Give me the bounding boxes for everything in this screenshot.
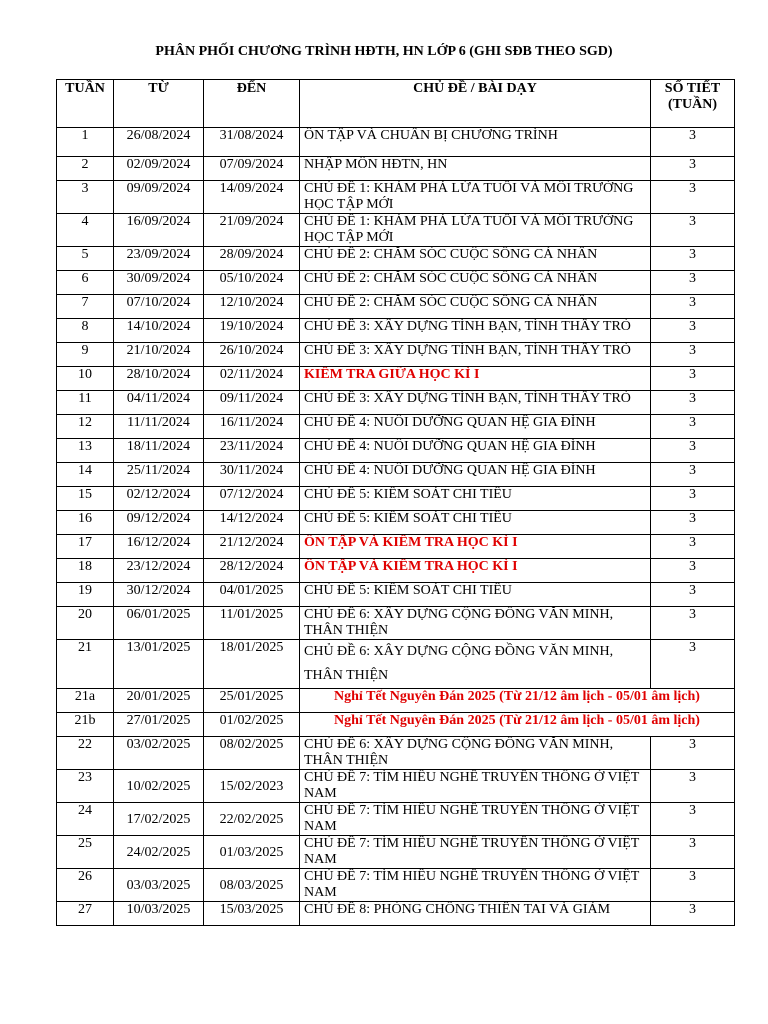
table-row <box>57 535 735 559</box>
lessons-cell: 3 <box>651 181 735 214</box>
week-cell: 11 <box>57 391 114 415</box>
topic-cell: CHỦ ĐỀ 4: NUÔI DƯỠNG QUAN HỆ GIA ĐÌNH <box>300 415 651 439</box>
to-date-cell: 14/12/2024 <box>204 511 300 535</box>
from-date-cell: 03/02/2025 <box>114 737 204 770</box>
week-cell: 21b <box>57 713 114 737</box>
topic-cell: CHỦ ĐỀ 3: XÂY DỰNG TÌNH BẠN, TÌNH THẦY TRÒ <box>300 343 651 367</box>
to-date-cell: 11/01/2025 <box>204 607 300 640</box>
to-date-cell: 25/01/2025 <box>204 689 300 713</box>
from-date-cell: 23/12/2024 <box>114 559 204 583</box>
table-row <box>57 295 735 319</box>
holiday-note-cell: Nghỉ Tết Nguyên Đán 2025 (Từ 21/12 âm lịch - 05/01 âm lịch) <box>300 689 735 713</box>
from-date-cell: 07/10/2024 <box>114 295 204 319</box>
from-date-cell: 23/09/2024 <box>114 247 204 271</box>
week-cell: 19 <box>57 583 114 607</box>
week-cell: 3 <box>57 181 114 214</box>
to-date-cell: 01/03/2025 <box>204 836 300 869</box>
from-date-cell: 13/01/2025 <box>114 640 204 689</box>
topic-cell: CHỦ ĐỀ 3: XÂY DỰNG TÌNH BẠN, TÌNH THẦY TRÒ <box>300 391 651 415</box>
topic-cell: CHỦ ĐỀ 4: NUÔI DƯỠNG QUAN HỆ GIA ĐÌNH <box>300 439 651 463</box>
from-date-cell: 30/09/2024 <box>114 271 204 295</box>
topic-cell: CHỦ ĐỀ 1: KHÁM PHÁ LỨA TUỔI VÀ MÔI TRƯỜNG HỌC TẬP MỚI <box>300 214 651 247</box>
table-header-row <box>57 80 735 128</box>
topic-cell: CHỦ ĐỀ 4: NUÔI DƯỠNG QUAN HỆ GIA ĐÌNH <box>300 463 651 487</box>
table-row <box>57 271 735 295</box>
topic-cell: NHẬP MÔN HĐTN, HN <box>300 157 651 181</box>
from-date-cell: 11/11/2024 <box>114 415 204 439</box>
topic-cell: CHỦ ĐỀ 2: CHĂM SÓC CUỘC SỐNG CÁ NHÂN <box>300 295 651 319</box>
to-date-cell: 14/09/2024 <box>204 181 300 214</box>
table-row <box>57 583 735 607</box>
lessons-cell: 3 <box>651 367 735 391</box>
to-date-cell: 18/01/2025 <box>204 640 300 689</box>
table-row <box>57 607 735 640</box>
topic-cell: ÔN TẬP VÀ KIỂM TRA HỌC KÌ I <box>300 535 651 559</box>
topic-cell: CHỦ ĐỀ 5: KIỂM SOÁT CHI TIÊU <box>300 583 651 607</box>
lessons-cell: 3 <box>651 583 735 607</box>
from-date-cell: 09/09/2024 <box>114 181 204 214</box>
from-date-cell: 25/11/2024 <box>114 463 204 487</box>
table-row <box>57 247 735 271</box>
week-cell: 10 <box>57 367 114 391</box>
table-row <box>57 511 735 535</box>
topic-cell: CHỦ ĐỀ 2: CHĂM SÓC CUỘC SỐNG CÁ NHÂN <box>300 271 651 295</box>
week-cell: 8 <box>57 319 114 343</box>
from-date-cell: 02/12/2024 <box>114 487 204 511</box>
week-cell: 23 <box>57 770 114 803</box>
table-row <box>57 463 735 487</box>
topic-cell: CHỦ ĐỀ 2: CHĂM SÓC CUỘC SỐNG CÁ NHÂN <box>300 247 651 271</box>
week-cell: 16 <box>57 511 114 535</box>
topic-cell: CHỦ ĐỀ 7: TÌM HIỂU NGHỀ TRUYỀN THỐNG Ở VIỆT NAM <box>300 869 651 902</box>
from-date-cell: 21/10/2024 <box>114 343 204 367</box>
topic-cell: CHỦ ĐỀ 6: XÂY DỰNG CỘNG ĐỒNG VĂN MINH, THÂN THIỆN <box>300 737 651 770</box>
to-date-cell: 16/11/2024 <box>204 415 300 439</box>
table-row <box>57 902 735 926</box>
to-date-cell: 09/11/2024 <box>204 391 300 415</box>
to-date-cell: 21/12/2024 <box>204 535 300 559</box>
week-cell: 27 <box>57 902 114 926</box>
lessons-cell: 3 <box>651 157 735 181</box>
lessons-cell: 3 <box>651 869 735 902</box>
topic-cell: CHỦ ĐỀ 7: TÌM HIỂU NGHỀ TRUYỀN THỐNG Ở VIỆT NAM <box>300 770 651 803</box>
table-row <box>57 689 735 713</box>
from-date-cell: 28/10/2024 <box>114 367 204 391</box>
lessons-cell: 3 <box>651 128 735 157</box>
table-row <box>57 559 735 583</box>
week-cell: 15 <box>57 487 114 511</box>
topic-cell: CHỦ ĐỀ 7: TÌM HIỂU NGHỀ TRUYỀN THỐNG Ở VIỆT NAM <box>300 803 651 836</box>
lessons-cell: 3 <box>651 214 735 247</box>
from-date-cell: 06/01/2025 <box>114 607 204 640</box>
to-date-cell: 22/02/2025 <box>204 803 300 836</box>
table-row <box>57 869 735 902</box>
lessons-cell: 3 <box>651 640 735 689</box>
table-row <box>57 487 735 511</box>
table-row <box>57 737 735 770</box>
week-cell: 17 <box>57 535 114 559</box>
table-row <box>57 640 735 689</box>
from-date-cell: 09/12/2024 <box>114 511 204 535</box>
from-date-cell: 16/12/2024 <box>114 535 204 559</box>
topic-cell: CHỦ ĐỀ 6: XÂY DỰNG CỘNG ĐỒNG VĂN MINH, THÂN THIỆN <box>300 640 651 689</box>
lessons-cell: 3 <box>651 737 735 770</box>
to-date-cell: 28/09/2024 <box>204 247 300 271</box>
week-cell: 21a <box>57 689 114 713</box>
topic-cell: CHỦ ĐỀ 1: KHÁM PHÁ LỨA TUỔI VÀ MÔI TRƯỜNG HỌC TẬP MỚI <box>300 181 651 214</box>
to-date-cell: 21/09/2024 <box>204 214 300 247</box>
topic-cell: ÔN TẬP VÀ KIỂM TRA HỌC KÌ I <box>300 559 651 583</box>
holiday-note-cell: Nghỉ Tết Nguyên Đán 2025 (Từ 21/12 âm lịch - 05/01 âm lịch) <box>300 713 735 737</box>
document-title: PHÂN PHỐI CHƯƠNG TRÌNH HĐTH, HN LỚP 6 (GHI SĐB THEO SGD) <box>155 44 613 59</box>
header-lessons <box>651 80 735 128</box>
week-cell: 14 <box>57 463 114 487</box>
to-date-cell: 02/11/2024 <box>204 367 300 391</box>
table-row <box>57 343 735 367</box>
to-date-cell: 15/02/2023 <box>204 770 300 803</box>
week-cell: 26 <box>57 869 114 902</box>
lessons-cell: 3 <box>651 439 735 463</box>
to-date-cell: 12/10/2024 <box>204 295 300 319</box>
to-date-cell: 07/12/2024 <box>204 487 300 511</box>
lessons-cell: 3 <box>651 319 735 343</box>
lessons-cell: 3 <box>651 902 735 926</box>
week-cell: 12 <box>57 415 114 439</box>
header-week: TUẦN <box>57 80 114 128</box>
to-date-cell: 23/11/2024 <box>204 439 300 463</box>
week-cell: 6 <box>57 271 114 295</box>
from-date-cell: 16/09/2024 <box>114 214 204 247</box>
from-date-cell: 04/11/2024 <box>114 391 204 415</box>
week-cell: 13 <box>57 439 114 463</box>
topic-cell: CHỦ ĐỀ 7: TÌM HIỂU NGHỀ TRUYỀN THỐNG Ở VIỆT NAM <box>300 836 651 869</box>
topic-cell: KIỂM TRA GIỮA HỌC KÌ I <box>300 367 651 391</box>
topic-cell: CHỦ ĐỀ 6: XÂY DỰNG CỘNG ĐỒNG VĂN MINH, THÂN THIỆN <box>300 607 651 640</box>
lessons-cell: 3 <box>651 295 735 319</box>
week-cell: 21 <box>57 640 114 689</box>
to-date-cell: 15/03/2025 <box>204 902 300 926</box>
table-row <box>57 181 735 214</box>
topic-cell: CHỦ ĐỀ 5: KIỂM SOÁT CHI TIÊU <box>300 487 651 511</box>
lessons-cell: 3 <box>651 836 735 869</box>
from-date-cell: 18/11/2024 <box>114 439 204 463</box>
week-cell: 9 <box>57 343 114 367</box>
to-date-cell: 19/10/2024 <box>204 319 300 343</box>
header-lessons-line2: (TUẦN) <box>668 97 717 112</box>
table-row <box>57 836 735 869</box>
table-row <box>57 439 735 463</box>
header-to: ĐẾN <box>204 80 300 128</box>
from-date-cell: 03/03/2025 <box>114 869 204 902</box>
header-topic: CHỦ ĐỀ / BÀI DẠY <box>300 80 651 128</box>
lessons-cell: 3 <box>651 463 735 487</box>
lessons-cell: 3 <box>651 559 735 583</box>
week-cell: 24 <box>57 803 114 836</box>
table-row <box>57 713 735 737</box>
from-date-cell: 30/12/2024 <box>114 583 204 607</box>
week-cell: 7 <box>57 295 114 319</box>
header-from: TỪ <box>114 80 204 128</box>
lessons-cell: 3 <box>651 391 735 415</box>
week-cell: 5 <box>57 247 114 271</box>
table-row <box>57 770 735 803</box>
lessons-cell: 3 <box>651 535 735 559</box>
table-row <box>57 803 735 836</box>
week-cell: 4 <box>57 214 114 247</box>
table-row <box>57 415 735 439</box>
from-date-cell: 20/01/2025 <box>114 689 204 713</box>
from-date-cell: 10/02/2025 <box>114 770 204 803</box>
table-row <box>57 157 735 181</box>
table-row <box>57 367 735 391</box>
to-date-cell: 04/01/2025 <box>204 583 300 607</box>
from-date-cell: 02/09/2024 <box>114 157 204 181</box>
topic-cell: CHỦ ĐỀ 5: KIỂM SOÁT CHI TIÊU <box>300 511 651 535</box>
lessons-cell: 3 <box>651 511 735 535</box>
to-date-cell: 01/02/2025 <box>204 713 300 737</box>
week-cell: 2 <box>57 157 114 181</box>
from-date-cell: 10/03/2025 <box>114 902 204 926</box>
schedule-body <box>57 128 735 926</box>
week-cell: 25 <box>57 836 114 869</box>
to-date-cell: 31/08/2024 <box>204 128 300 157</box>
lessons-cell: 3 <box>651 343 735 367</box>
to-date-cell: 07/09/2024 <box>204 157 300 181</box>
to-date-cell: 30/11/2024 <box>204 463 300 487</box>
lessons-cell: 3 <box>651 607 735 640</box>
lessons-cell: 3 <box>651 247 735 271</box>
to-date-cell: 08/03/2025 <box>204 869 300 902</box>
topic-cell: ÔN TẬP VÀ CHUẨN BỊ CHƯƠNG TRÌNH <box>300 128 651 157</box>
topic-cell: CHỦ ĐỀ 8: PHÒNG CHỐNG THIÊN TAI VÀ GIẢM <box>300 902 651 926</box>
from-date-cell: 24/02/2025 <box>114 836 204 869</box>
to-date-cell: 08/02/2025 <box>204 737 300 770</box>
table-row <box>57 319 735 343</box>
to-date-cell: 05/10/2024 <box>204 271 300 295</box>
lessons-cell: 3 <box>651 415 735 439</box>
table-row <box>57 214 735 247</box>
table-row <box>57 391 735 415</box>
topic-cell: CHỦ ĐỀ 3: XÂY DỰNG TÌNH BẠN, TÌNH THẦY TRÒ <box>300 319 651 343</box>
week-cell: 18 <box>57 559 114 583</box>
from-date-cell: 26/08/2024 <box>114 128 204 157</box>
week-cell: 20 <box>57 607 114 640</box>
lessons-cell: 3 <box>651 770 735 803</box>
from-date-cell: 17/02/2025 <box>114 803 204 836</box>
week-cell: 1 <box>57 128 114 157</box>
from-date-cell: 27/01/2025 <box>114 713 204 737</box>
lessons-cell: 3 <box>651 487 735 511</box>
lessons-cell: 3 <box>651 803 735 836</box>
lessons-cell: 3 <box>651 271 735 295</box>
to-date-cell: 26/10/2024 <box>204 343 300 367</box>
week-cell: 22 <box>57 737 114 770</box>
from-date-cell: 14/10/2024 <box>114 319 204 343</box>
to-date-cell: 28/12/2024 <box>204 559 300 583</box>
header-lessons-line1: SỐ TIẾT <box>664 81 721 96</box>
schedule-table <box>56 79 735 926</box>
table-row <box>57 128 735 157</box>
